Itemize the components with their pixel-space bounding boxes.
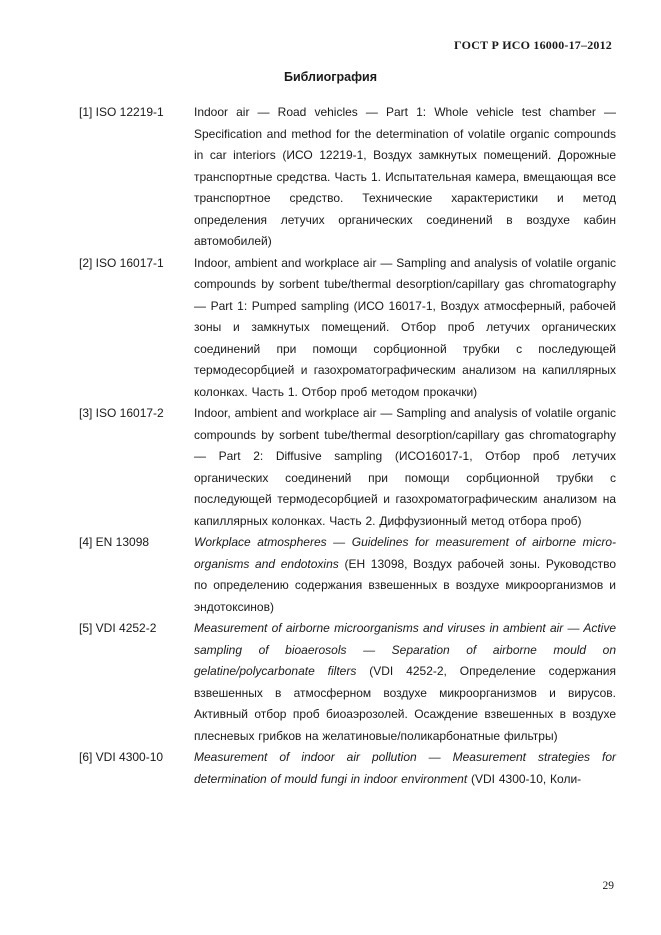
section-title: Библиография [283, 70, 378, 84]
entry-reference: [4] EN 13098 [79, 535, 150, 549]
bibliography-entry [79, 747, 616, 790]
entry-description [194, 532, 616, 618]
bibliography-entry [79, 403, 616, 532]
entry-text: (VDI 4252-2, Определение содержания взвешенных в атмосферном воздухе микроорганизмов и вирусов. Активный отбор проб биоаэрозолей. Осаждение взвешенных в воздухе плесневых грибков на желатиновые/поликарбонатные фильтры) [194, 664, 616, 743]
entry-text: Indoor air — Road vehicles — Part 1: Whole vehicle test chamber — Specification and method for the determination of volatile organic compounds in car interiors (ИСО 12219-1, Воздух замкнутых помещений. Дорожные транспортные средства. Часть 1. Испытательная камера, вмещающая все транспортное средство. Технические характеристики и метод определения летучих органических соединений в воздухе кабин автомобилей) [194, 105, 616, 248]
entry-description [194, 403, 616, 532]
entry-text: Indoor, ambient and workplace air — Sampling and analysis of volatile organic compounds by sorbent tube/thermal desorption/capillary gas chromatography — Part 1: Pumped sampling (ИСО 16017-1, Воздух атмосферный, рабочей зоны и замкнутых помещений. Отбор проб летучих органических соединений при помощи сорбционной трубки с последующей термодесорбцией и газохроматографическим анализом на капиллярных колонках. Часть 1. Отбор проб методом прокачки) [194, 255, 616, 399]
page-number: 29 [602, 880, 614, 892]
entry-title-italic: Workplace atmospheres — Guidelines for measurement of airborne micro-organisms and endotoxins [194, 535, 616, 571]
entry-reference: [1] ISO 12219-1 [79, 105, 164, 119]
entry-title-italic: Measurement of airborne microorganisms and viruses in ambient air — Active sampling of bioaerosols — Separation of airborne mould on gelatine/polycarbonate filters [194, 621, 616, 678]
entry-text: Indoor, ambient and workplace air — Sampling and analysis of volatile organic compounds by sorbent tube/thermal desorption/capillary gas chromatography — Part 2: Diffusive sampling (ИСО16017-1, Отбор проб летучих органических соединений при помощи сорбционной трубки с последующей термодесорбцией и газохроматографическим анализом на капиллярных колонках. Часть 2. Диффузионный метод отбора проб) [194, 406, 616, 528]
bibliography-entry [79, 618, 616, 747]
entry-text: (VDI 4300-10, Коли- [467, 771, 582, 786]
document-header: ГОСТ Р ИСО 16000-17–2012 [454, 38, 612, 52]
entry-text: (ЕН 13098, Воздух рабочей зоны. Руководство по определению содержания взвешенных в воздухе микроорганизмов и эндотоксинов) [194, 556, 616, 614]
entry-description [194, 253, 616, 404]
entry-reference: [3] ISO 16017-2 [79, 406, 164, 420]
entry-reference: [6] VDI 4300-10 [79, 750, 164, 764]
entry-description [194, 618, 616, 747]
entry-reference: [2] ISO 16017-1 [79, 255, 164, 270]
bibliography-list [79, 102, 616, 790]
entry-title-italic: Measurement of indoor air pollution — Measurement strategies for determination of mould fungi in indoor environment [194, 750, 616, 786]
bibliography-entry [79, 253, 616, 404]
entry-description [194, 747, 616, 790]
bibliography-entry [79, 532, 616, 618]
bibliography-entry [79, 102, 616, 253]
entry-description [194, 102, 616, 253]
entry-reference: [5] VDI 4252-2 [79, 621, 157, 635]
